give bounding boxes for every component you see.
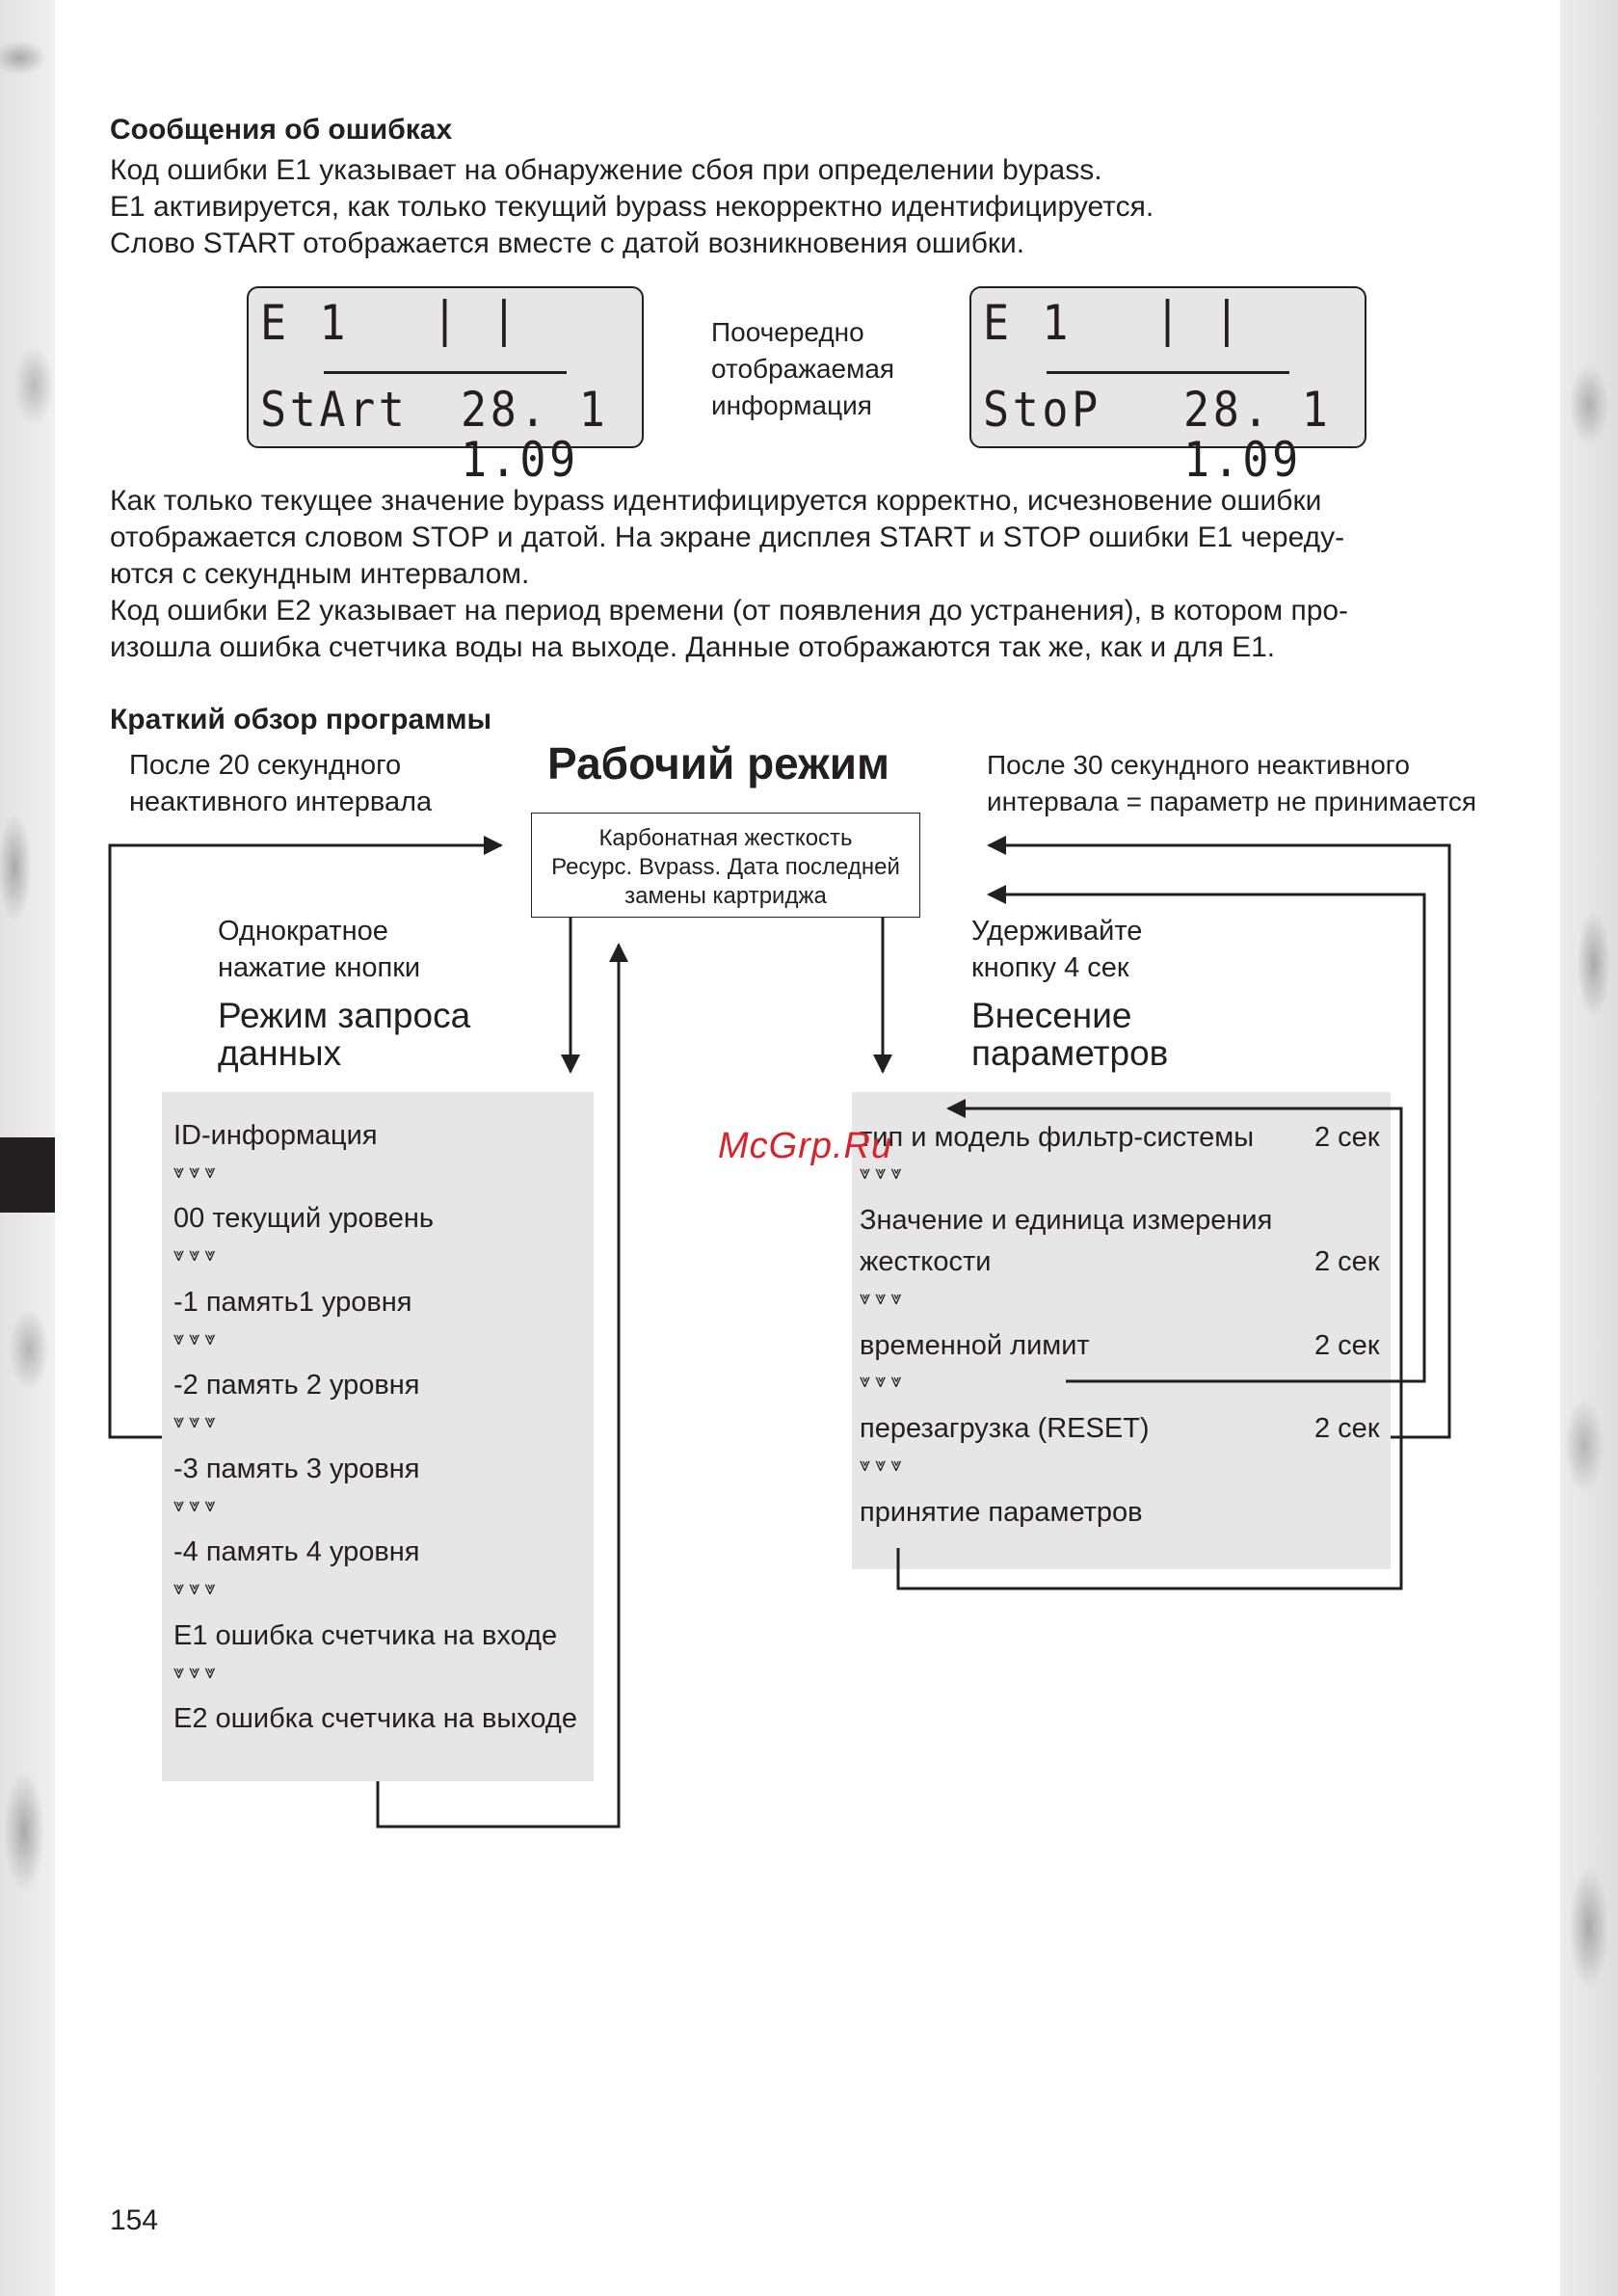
display-caption-3: информация: [711, 390, 872, 420]
errors-line-1: Код ошибки Е1 указывает на обнаружение сбоя при определении bypass.: [110, 154, 1102, 186]
loop-arrow-right-inner: [989, 894, 1424, 1381]
display-caption-1: Поочередно: [711, 317, 864, 347]
param-item-1: тип и модель фильтр-системы: [860, 1122, 1255, 1153]
down-arrows-icon: ⩔⩔⩔: [173, 1495, 221, 1516]
param-item-2b: жесткости: [860, 1246, 992, 1277]
hold-line-1: Удерживайте: [971, 916, 1143, 947]
errors-line-3: Слово START отображается вместе с датой возникновения ошибки.: [110, 227, 1025, 259]
down-arrows-icon: ⩔⩔⩔: [860, 1162, 907, 1184]
param-item-3-time: 2 сек: [1314, 1330, 1380, 1361]
lcd-code: E 1: [260, 295, 350, 351]
para2-line-3: ются с секундным интервалом.: [110, 558, 530, 590]
after-20-line-2: неактивного интервала: [129, 787, 433, 817]
errors-heading: Сообщения об ошибках: [110, 114, 453, 146]
after-30-line-1: После 30 секундного неактивного: [987, 750, 1410, 780]
param-item-3: временной лимит: [860, 1330, 1090, 1361]
errors-line-2: Е1 активируется, как только текущий bypass некорректно идентифицируется.: [110, 191, 1154, 223]
overview-heading: Краткий обзор программы: [110, 704, 492, 735]
after-20-line-1: После 20 секундного: [129, 750, 402, 781]
press-line-1: Однократное: [218, 916, 388, 947]
lcd-start-label: StArt: [260, 382, 409, 438]
page-number: 154: [110, 2204, 159, 2236]
param-item-4-time: 2 сек: [1314, 1413, 1380, 1444]
down-arrows-icon: ⩔⩔⩔: [860, 1455, 907, 1476]
query-item: -4 память 4 уровня: [173, 1536, 420, 1567]
para2-line-4: Код ошибки Е2 указывает на период времени (от появления до устранения), в котором про-: [110, 595, 1349, 627]
down-arrows-icon: ⩔⩔⩔: [173, 1161, 221, 1183]
query-item: -1 память1 уровня: [173, 1287, 412, 1318]
lcd-stop-label: StoP: [983, 382, 1101, 438]
lcd-date: 28. 1 1.09: [1183, 382, 1332, 488]
query-mode-title-1: Режим запроса: [218, 996, 471, 1035]
param-mode-title-2: параметров: [971, 1033, 1169, 1073]
param-mode-title-1: Внесение: [971, 996, 1132, 1035]
query-item: -2 память 2 уровня: [173, 1370, 420, 1401]
working-mode-title: Рабочий режим: [547, 738, 890, 788]
lcd-date: 28. 1 1.09: [461, 382, 609, 488]
para2-line-1: Как только текущее значение bypass идентифицируется корректно, исчезновение ошибки: [110, 485, 1322, 517]
after-30-line-2: интервала = параметр не принимается: [987, 787, 1477, 816]
query-item: ID-информация: [173, 1120, 378, 1151]
center-line-2: Ресурс. Bvpass. Дата последней: [551, 854, 900, 880]
center-line-3: замены картриджа: [624, 883, 827, 909]
lcd-bars: | |: [432, 291, 521, 347]
display-caption-2: отображаемая: [711, 354, 895, 384]
lcd-bars: | |: [1154, 291, 1244, 347]
lcd-code: E 1: [983, 295, 1073, 351]
down-arrows-icon: ⩔⩔⩔: [173, 1578, 221, 1599]
down-arrows-icon: ⩔⩔⩔: [860, 1371, 907, 1392]
arrow-params-return: [898, 1108, 1401, 1589]
para2-line-2: отображается словом STOP и датой. На экране дисплея START и STOP ошибки Е1 череду-: [110, 521, 1345, 553]
param-item-5: принятие параметров: [860, 1497, 1143, 1528]
param-item-4: перезагрузка (RESET): [860, 1413, 1150, 1444]
loop-arrow-left: [110, 845, 501, 1437]
watermark: McGrp.Ru: [718, 1126, 893, 1166]
loop-arrow-right-outer: [989, 845, 1449, 1437]
query-item: 00 текущий уровень: [173, 1203, 434, 1234]
center-line-1: Карбонатная жесткость: [598, 825, 853, 851]
param-item-1-time: 2 сек: [1314, 1122, 1380, 1153]
down-arrows-icon: ⩔⩔⩔: [173, 1411, 221, 1432]
hold-line-2: кнопку 4 сек: [971, 952, 1129, 983]
down-arrows-icon: ⩔⩔⩔: [173, 1244, 221, 1266]
query-item: -3 память 3 уровня: [173, 1454, 420, 1484]
press-line-2: нажатие кнопки: [218, 952, 421, 983]
down-arrows-icon: ⩔⩔⩔: [860, 1288, 907, 1309]
arrow-query-return: [378, 945, 619, 1827]
down-arrows-icon: ⩔⩔⩔: [173, 1662, 221, 1683]
param-item-2-time: 2 сек: [1314, 1246, 1380, 1277]
query-mode-title-2: данных: [218, 1033, 342, 1073]
down-arrows-icon: ⩔⩔⩔: [173, 1328, 221, 1349]
query-item: Е2 ошибка счетчика на выходе: [173, 1703, 577, 1734]
query-item: Е1 ошибка счетчика на входе: [173, 1620, 558, 1651]
para2-line-5: изошла ошибка счетчика воды на выходе. Данные отображаются так же, как и для Е1.: [110, 631, 1276, 663]
param-item-2a: Значение и единица измерения: [860, 1205, 1273, 1236]
